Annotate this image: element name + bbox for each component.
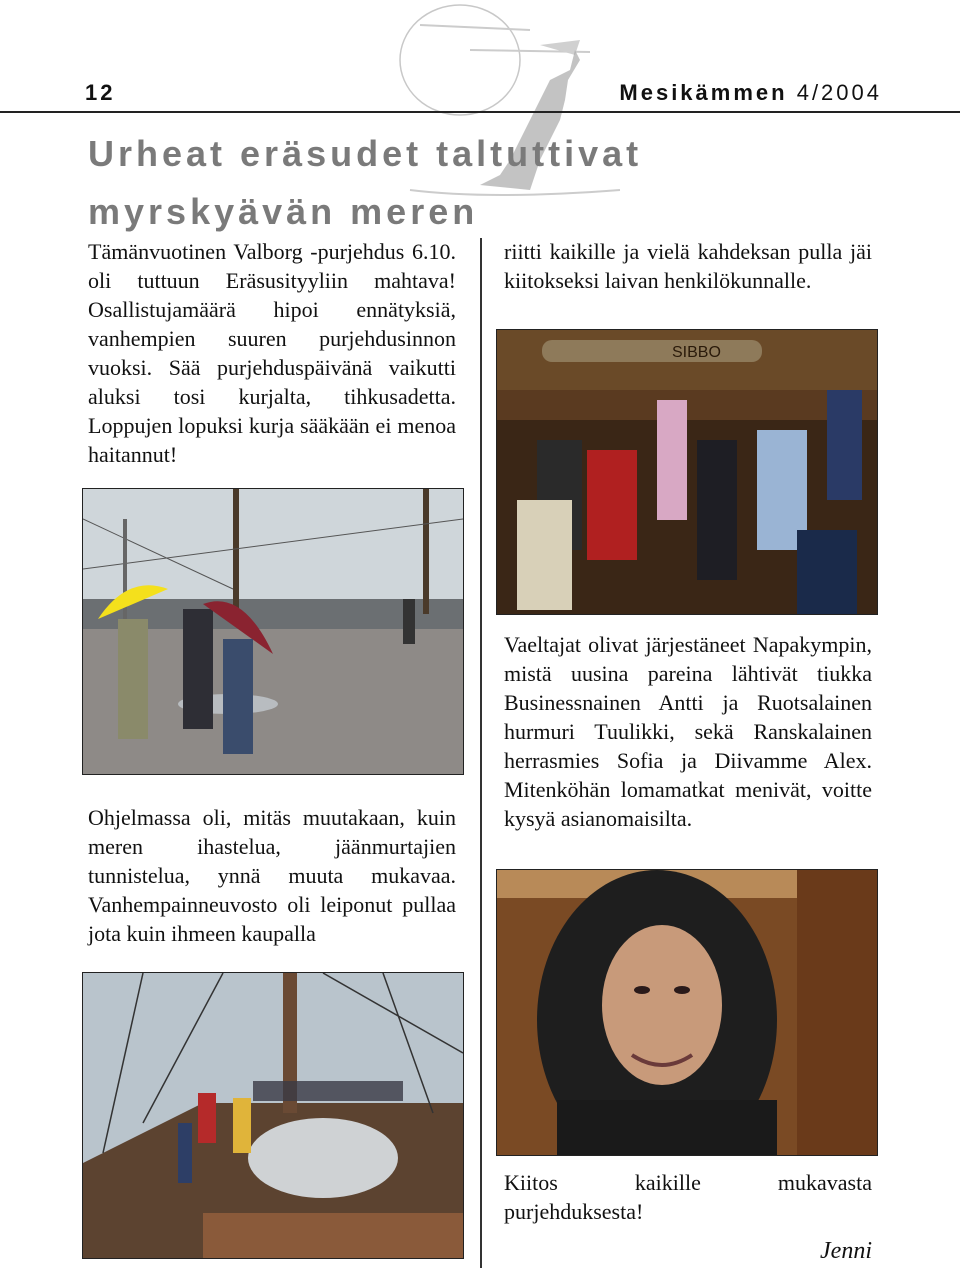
cabin-sign: SIBBO (672, 344, 721, 361)
thanks-paragraph: Kiitos kaikille mukavasta purjehduksesta! (504, 1170, 872, 1224)
photo-cabin-dancing (496, 329, 878, 615)
photo-person-wig (496, 869, 878, 1156)
title-line-2: myrskyävän meren (88, 191, 479, 232)
photo-ship-deck (82, 972, 464, 1259)
page-number: 12 (85, 80, 116, 105)
column-divider (480, 238, 482, 1268)
article-title (88, 125, 688, 241)
issue-number: 4/2004 (796, 80, 882, 105)
intro-paragraph: Tämänvuotinen Valborg -purjehdus 6.10. oli tuttuun Eräsusityyliin mahtava! Osallistujamäärä hipoi ennätyksiä, vanhempien suuren purjehdusinnon vuoksi. Sää purjehduspäivänä vaikutti aluksi tosi kurjalta, tihkusadetta. Loppujen lopuksi kurja sääkään ei menoa haitannut! (88, 239, 456, 467)
photo-harbour-umbrellas (82, 488, 464, 775)
buns-paragraph: riitti kaikille ja vielä kahdeksan pulla jäi kiitokseksi laivan henkilökunnalle. (504, 239, 872, 293)
title-line-1: Urheat eräsudet taltuttivat (88, 133, 643, 174)
program-paragraph: Ohjelmassa oli, mitäs muutakaan, kuin meren ihastelua, jäänmurtajien tunnistelua, ynnä muuta mukavaa. Vanhempainneuvosto oli leiponut pullaa jota kuin ihmeen kaupalla (88, 805, 456, 946)
publication-header (619, 80, 882, 106)
header-rule (0, 111, 960, 113)
pairs-paragraph: Vaeltajat olivat järjestäneet Napakympin, mistä uusina pareina lähtivät tiukka Businessnainen Antti ja Ruotsalainen hurmuri Tuulikki, sekä Ranskalainen herrasmies Sofia ja Diivamme Alex. Mitenköhän lomamatkat menivät, voitte kysyä asianomaisilta. (504, 632, 872, 831)
publication-name: Mesikämmen (619, 80, 788, 105)
author-signature: Jenni (820, 1238, 872, 1264)
